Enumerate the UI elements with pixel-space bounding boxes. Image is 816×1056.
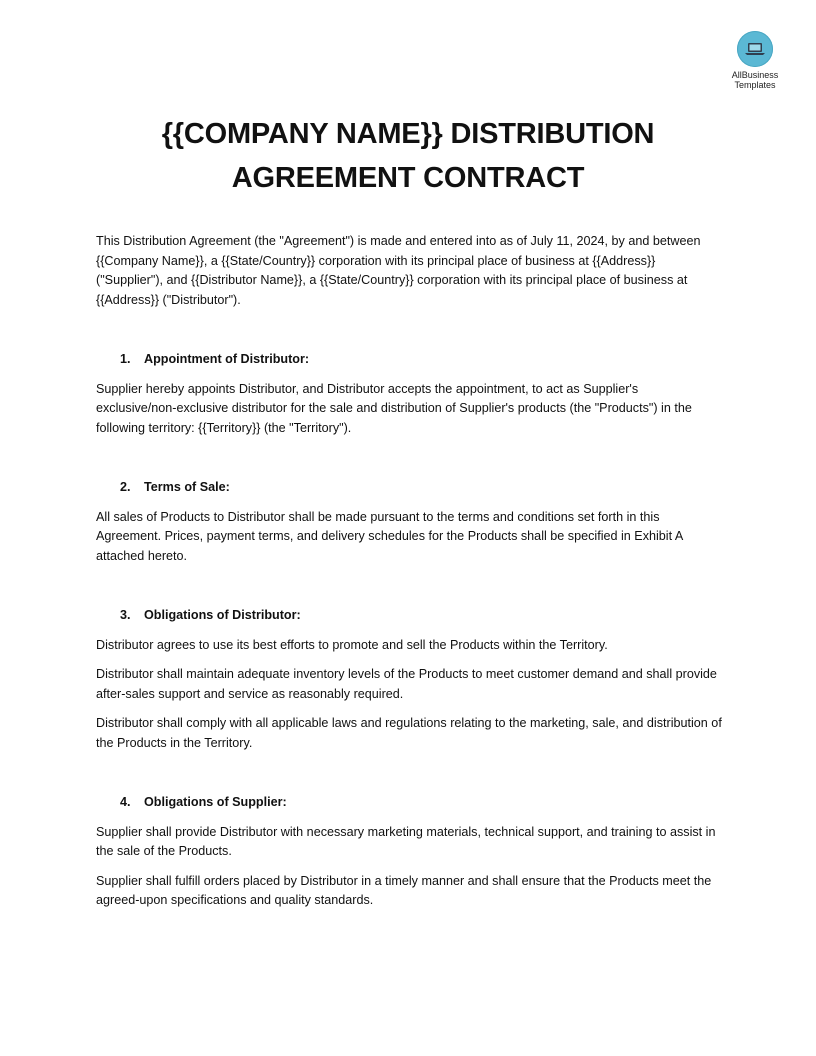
title-line2: AGREEMENT CONTRACT — [231, 162, 585, 194]
logo-text-line1: AllBusiness — [731, 70, 779, 80]
section-paragraph: Supplier shall provide Distributor with necessary marketing materials, technical support, and training to assist in the sale of the Products. — [96, 824, 716, 858]
intro-paragraph: This Distribution Agreement (the "Agreement") is made and entered into as of July 11, 2024, by and between {{Company Name}}, a {{State/Country}} corporation with its principal place of business at {{Address}} ("Supplier"), and {{Distributor Name}}, a {{State/Country}} corporation with its principal place of business at {{Address}} ("Distributor"). — [96, 234, 701, 307]
logo-text-line2: Templates — [734, 80, 776, 90]
section-heading — [96, 606, 722, 626]
section-appointment — [96, 350, 722, 438]
section-number: 3. — [120, 608, 131, 622]
section-title: Terms of Sale: — [144, 480, 230, 494]
section-terms-of-sale — [96, 478, 722, 566]
section-title: Obligations of Supplier: — [144, 795, 287, 809]
section-number: 4. — [120, 795, 131, 809]
section-heading — [96, 478, 722, 498]
section-obligations-supplier — [96, 793, 722, 911]
section-number: 2. — [120, 480, 131, 494]
allbusiness-templates-logo — [722, 31, 788, 90]
section-title: Appointment of Distributor: — [144, 352, 310, 366]
section-obligations-distributor — [96, 606, 722, 753]
section-title: Obligations of Distributor: — [144, 608, 301, 622]
laptop-icon — [737, 31, 773, 67]
section-heading — [96, 350, 722, 370]
document-body — [96, 232, 722, 921]
document-title — [96, 112, 720, 200]
section-paragraph: Supplier hereby appoints Distributor, and Distributor accepts the appointment, to act as Supplier's exclusive/non-exclusive distributor for the sale and distribution of Supplier's products (the "Products") in the following territory: {{Territory}} (the "Territory"). — [96, 381, 692, 435]
section-paragraph: Distributor shall comply with all applicable laws and regulations relating to the marketing, sale, and distribution of the Products in the Territory. — [96, 716, 722, 750]
logo-text — [732, 70, 779, 90]
section-paragraph: Distributor agrees to use its best efforts to promote and sell the Products within the Territory. — [96, 637, 608, 652]
section-number: 1. — [120, 352, 131, 366]
section-paragraph: All sales of Products to Distributor shall be made pursuant to the terms and conditions set forth in this Agreement. Prices, payment terms, and delivery schedules for the Products shall be specified in Exhibit A attached hereto. — [96, 509, 683, 563]
section-heading — [96, 793, 722, 813]
title-line1: {{COMPANY NAME}} DISTRIBUTION — [161, 118, 655, 150]
section-paragraph: Supplier shall fulfill orders placed by Distributor in a timely manner and shall ensure that the Products meet the agreed-upon specifications and quality standards. — [96, 873, 712, 907]
section-paragraph: Distributor shall maintain adequate inventory levels of the Products to meet customer demand and shall provide after-sales support and service as reasonably required. — [96, 667, 717, 701]
